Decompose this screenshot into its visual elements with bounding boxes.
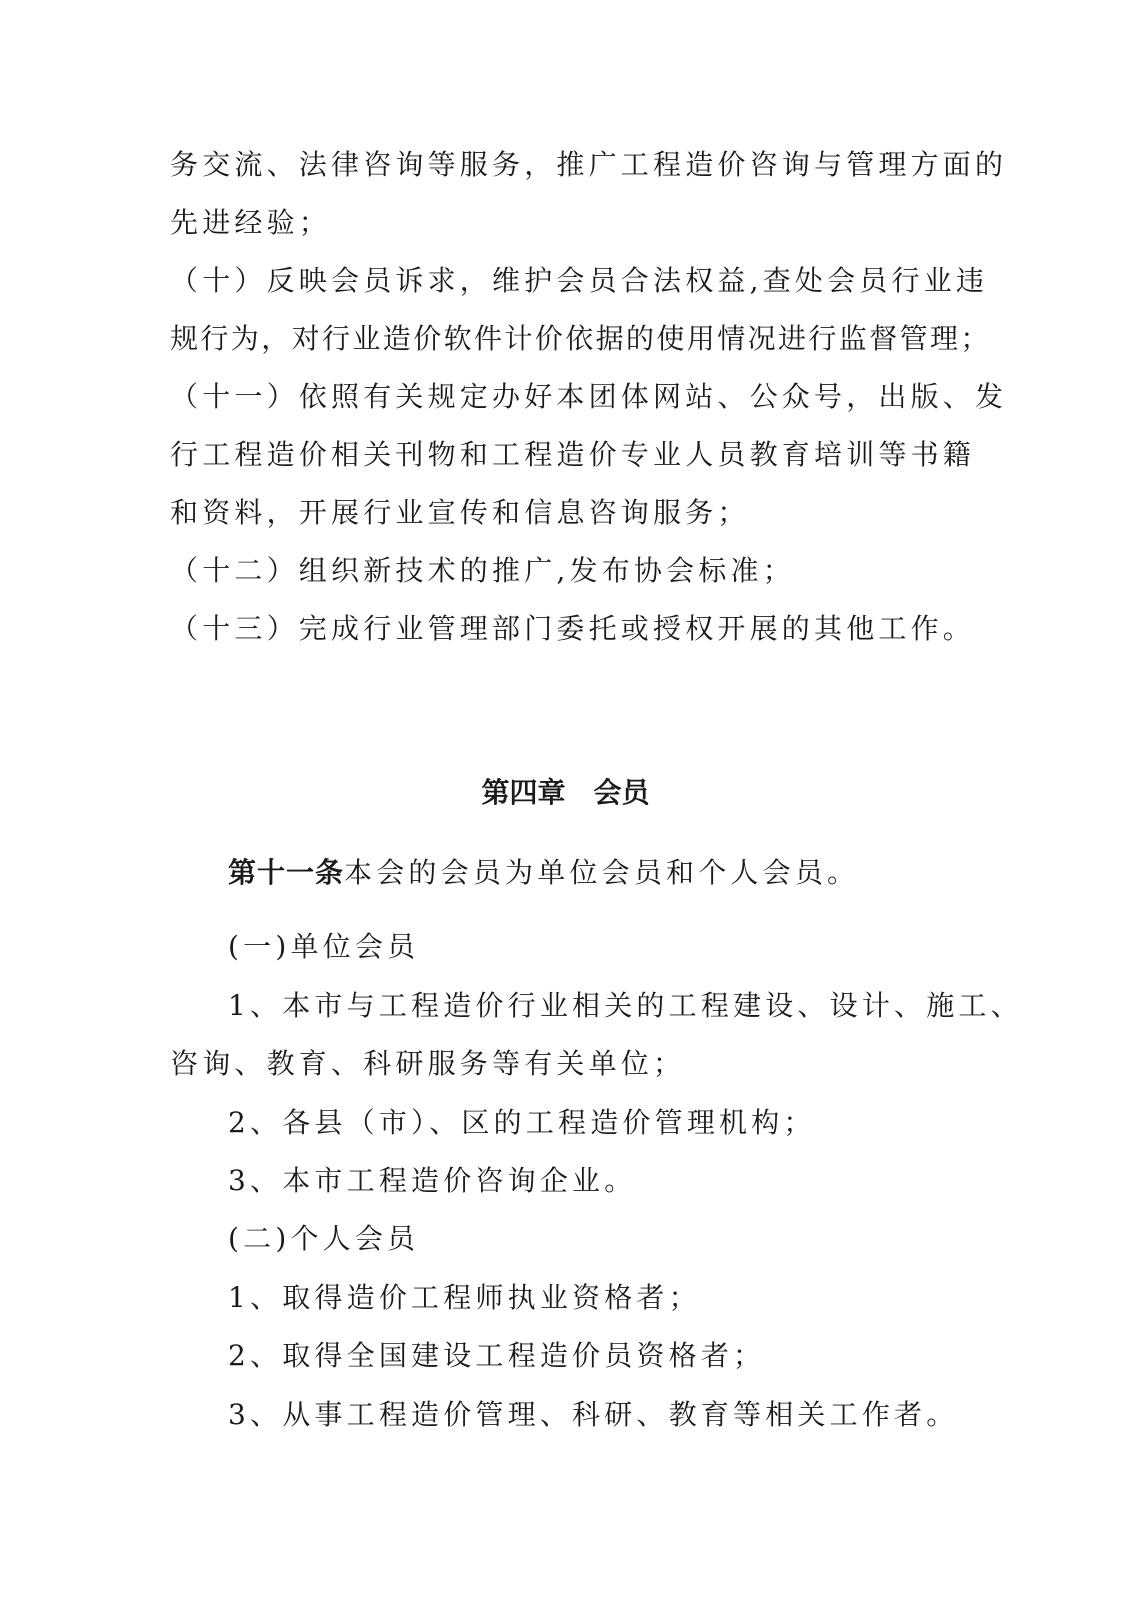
individual-member-item-1: 1、取得造价工程师执业资格者； — [228, 1281, 701, 1314]
continuation-line-3: （十）反映会员诉求，维护会员合法权益,查处会员行业违 — [170, 264, 989, 297]
unit-member-item-3: 3、本市工程造价咨询企业。 — [228, 1164, 637, 1197]
continuation-line-2: 先进经验； — [170, 206, 332, 239]
continuation-line-1: 务交流、法律咨询等服务，推广工程造价咨询与管理方面的 — [170, 148, 1008, 181]
continuation-line-7: 和资料，开展行业宣传和信息咨询服务； — [170, 496, 750, 529]
chapter-title: 第四章 会员 — [481, 776, 650, 809]
continuation-line-9: （十三）完成行业管理部门委托或授权开展的其他工作。 — [170, 612, 976, 645]
continuation-line-8: （十二）组织新技术的推广,发布协会标准； — [170, 554, 795, 587]
article-eleven — [228, 856, 859, 890]
individual-member-item-2: 2、取得全国建设工程造价员资格者； — [228, 1339, 766, 1372]
unit-member-item-1: 1、本市与工程造价行业相关的工程建设、设计、施工、 — [228, 989, 1023, 1022]
unit-member-item-2: 2、各县（市）、区的工程造价管理机构； — [228, 1106, 816, 1139]
unit-member-item-1-cont: 咨询、教育、科研服务等有关单位； — [170, 1047, 686, 1080]
unit-members-heading: (一)单位会员 — [228, 930, 420, 963]
continuation-line-4: 规行为，对行业造价软件计价依据的使用情况进行监督管理； — [170, 322, 991, 355]
continuation-line-5: （十一）依照有关规定办好本团体网站、公众号，出版、发 — [170, 380, 1008, 413]
individual-member-item-3: 3、从事工程造价管理、科研、教育等相关工作者。 — [228, 1398, 959, 1431]
article-text: 本会的会员为单位会员和个人会员。 — [344, 856, 860, 889]
article-heading: 第十一条 — [228, 856, 345, 889]
continuation-line-6: 行工程造价相关刊物和工程造价专业人员教育培训等书籍 — [170, 438, 976, 471]
individual-members-heading: (二)个人会员 — [228, 1222, 420, 1255]
